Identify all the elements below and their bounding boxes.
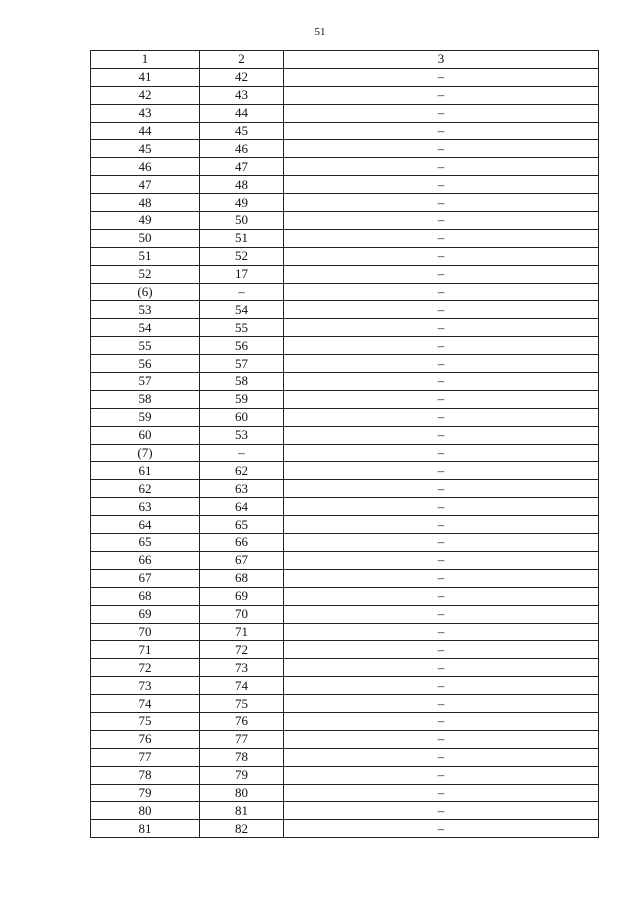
table-cell-col-2: 45 [200, 122, 284, 140]
table-cell-col-3: – [284, 498, 599, 516]
table-cell-col-2: 43 [200, 86, 284, 104]
table-cell-col-2: 57 [200, 355, 284, 373]
table-cell-col-3: – [284, 373, 599, 391]
table-cell-col-1: 75 [91, 712, 200, 730]
table-cell-col-3: – [284, 68, 599, 86]
table-cell-col-1: 67 [91, 569, 200, 587]
table-cell-col-1: 61 [91, 462, 200, 480]
table-cell-col-3: – [284, 677, 599, 695]
table-row [91, 802, 599, 820]
table-cell-col-3: – [284, 480, 599, 498]
table-cell-col-3: – [284, 748, 599, 766]
table-cell-col-2: 46 [200, 140, 284, 158]
table-cell-col-3: – [284, 86, 599, 104]
table-cell-col-1: 71 [91, 641, 200, 659]
table-row [91, 337, 599, 355]
table-cell-col-1: 62 [91, 480, 200, 498]
table-cell-col-2: 47 [200, 158, 284, 176]
table-cell-col-3: – [284, 319, 599, 337]
table-row [91, 748, 599, 766]
table-header [91, 51, 599, 69]
table-cell-col-2: 63 [200, 480, 284, 498]
table-cell-col-1: 64 [91, 516, 200, 534]
table-cell-col-2: 72 [200, 641, 284, 659]
table-cell-col-2: 51 [200, 229, 284, 247]
table-row [91, 158, 599, 176]
table-cell-col-1: 44 [91, 122, 200, 140]
table-cell-col-1: 51 [91, 247, 200, 265]
table-cell-col-3: – [284, 766, 599, 784]
column-header-3: 3 [284, 51, 599, 69]
table-cell-col-2: 60 [200, 408, 284, 426]
table-cell-col-1: 77 [91, 748, 200, 766]
table-row [91, 516, 599, 534]
table-cell-col-2: 67 [200, 551, 284, 569]
table-cell-col-1: 41 [91, 68, 200, 86]
table-cell-col-1: 72 [91, 659, 200, 677]
table-cell-col-1: 79 [91, 784, 200, 802]
table-cell-col-1: 54 [91, 319, 200, 337]
table-cell-col-1: 43 [91, 104, 200, 122]
page-number: 51 [314, 26, 326, 38]
table-row [91, 176, 599, 194]
table-cell-col-1: 52 [91, 265, 200, 283]
table-cell-col-1: 78 [91, 766, 200, 784]
table-cell-col-2: – [200, 283, 284, 301]
table-cell-col-2: 55 [200, 319, 284, 337]
header-row [91, 51, 599, 69]
table-row [91, 730, 599, 748]
table-cell-col-1: 73 [91, 677, 200, 695]
table-row [91, 712, 599, 730]
table-cell-col-2: 78 [200, 748, 284, 766]
table-cell-col-2: 77 [200, 730, 284, 748]
table-row [91, 122, 599, 140]
table-cell-col-3: – [284, 212, 599, 230]
table-row [91, 212, 599, 230]
table-cell-col-3: – [284, 283, 599, 301]
table-cell-col-3: – [284, 534, 599, 552]
table-cell-col-1: 81 [91, 820, 200, 838]
table-cell-col-3: – [284, 695, 599, 713]
table-cell-col-3: – [284, 712, 599, 730]
table-cell-col-2: 68 [200, 569, 284, 587]
table-cell-col-3: – [284, 265, 599, 283]
table-cell-col-2: – [200, 444, 284, 462]
table-cell-col-1: 60 [91, 426, 200, 444]
table-cell-col-3: – [284, 730, 599, 748]
table-cell-col-1: 70 [91, 623, 200, 641]
table-row [91, 820, 599, 838]
table-cell-col-2: 71 [200, 623, 284, 641]
table-cell-col-1: 48 [91, 194, 200, 212]
table-cell-col-3: – [284, 355, 599, 373]
table-cell-col-3: – [284, 337, 599, 355]
table-cell-col-3: – [284, 784, 599, 802]
table-row [91, 426, 599, 444]
table-cell-col-2: 59 [200, 390, 284, 408]
table-cell-col-2: 58 [200, 373, 284, 391]
table-cell-col-1: 50 [91, 229, 200, 247]
table-cell-col-3: – [284, 587, 599, 605]
table-cell-col-3: – [284, 301, 599, 319]
table-cell-col-2: 53 [200, 426, 284, 444]
table-cell-col-1: 76 [91, 730, 200, 748]
table-row [91, 247, 599, 265]
table-cell-col-3: – [284, 408, 599, 426]
table-cell-col-1: 74 [91, 695, 200, 713]
table-cell-col-2: 17 [200, 265, 284, 283]
table-cell-col-2: 42 [200, 68, 284, 86]
table-row [91, 784, 599, 802]
table-row [91, 390, 599, 408]
table-cell-col-1: 63 [91, 498, 200, 516]
table-cell-col-3: – [284, 623, 599, 641]
table-row [91, 229, 599, 247]
table-cell-col-2: 79 [200, 766, 284, 784]
table-cell-col-2: 62 [200, 462, 284, 480]
table-cell-col-2: 50 [200, 212, 284, 230]
column-header-2: 2 [200, 51, 284, 69]
table-cell-col-3: – [284, 820, 599, 838]
table-row [91, 301, 599, 319]
table-cell-col-1: 68 [91, 587, 200, 605]
table-cell-col-2: 81 [200, 802, 284, 820]
table-cell-col-1: 58 [91, 390, 200, 408]
table-cell-col-2: 65 [200, 516, 284, 534]
table-row [91, 677, 599, 695]
table-cell-col-1: 55 [91, 337, 200, 355]
table-cell-col-3: – [284, 802, 599, 820]
table-row [91, 641, 599, 659]
table-row [91, 104, 599, 122]
table-row [91, 480, 599, 498]
table-row [91, 605, 599, 623]
table-cell-col-3: – [284, 551, 599, 569]
table-row [91, 265, 599, 283]
table-cell-col-3: – [284, 641, 599, 659]
table-row [91, 194, 599, 212]
table-cell-col-2: 54 [200, 301, 284, 319]
table-cell-col-3: – [284, 516, 599, 534]
table-row [91, 551, 599, 569]
table-cell-col-3: – [284, 605, 599, 623]
table-cell-col-2: 64 [200, 498, 284, 516]
table-row [91, 373, 599, 391]
table-body [91, 68, 599, 837]
table-row [91, 498, 599, 516]
table-cell-col-3: – [284, 569, 599, 587]
table-row [91, 444, 599, 462]
table-row [91, 283, 599, 301]
table-cell-col-2: 44 [200, 104, 284, 122]
table-row [91, 355, 599, 373]
table-cell-col-1: 80 [91, 802, 200, 820]
table-cell-col-1: 49 [91, 212, 200, 230]
table-cell-col-2: 56 [200, 337, 284, 355]
table-cell-col-1: 45 [91, 140, 200, 158]
table-cell-col-1: 65 [91, 534, 200, 552]
table-cell-col-2: 76 [200, 712, 284, 730]
table-cell-col-2: 66 [200, 534, 284, 552]
table-row [91, 695, 599, 713]
table-cell-col-1: 56 [91, 355, 200, 373]
table-cell-col-3: – [284, 140, 599, 158]
table-cell-col-1: 66 [91, 551, 200, 569]
table-cell-col-3: – [284, 194, 599, 212]
table-cell-col-2: 80 [200, 784, 284, 802]
table-row [91, 86, 599, 104]
table-cell-col-3: – [284, 659, 599, 677]
table-cell-col-3: – [284, 104, 599, 122]
data-table [90, 50, 599, 838]
table-row [91, 68, 599, 86]
table-cell-col-1: 57 [91, 373, 200, 391]
table-cell-col-2: 75 [200, 695, 284, 713]
table-cell-col-3: – [284, 462, 599, 480]
table-row [91, 534, 599, 552]
table-cell-col-1: 53 [91, 301, 200, 319]
table-cell-col-2: 69 [200, 587, 284, 605]
table-cell-col-2: 73 [200, 659, 284, 677]
table-row [91, 462, 599, 480]
table-cell-col-2: 82 [200, 820, 284, 838]
table-row [91, 623, 599, 641]
table-cell-col-2: 70 [200, 605, 284, 623]
table-row [91, 140, 599, 158]
table-cell-col-1: (7) [91, 444, 200, 462]
table-cell-col-1: 46 [91, 158, 200, 176]
table-cell-col-1: 69 [91, 605, 200, 623]
table-row [91, 766, 599, 784]
table-cell-col-3: – [284, 158, 599, 176]
table-cell-col-2: 52 [200, 247, 284, 265]
table-row [91, 408, 599, 426]
table-row [91, 587, 599, 605]
table-cell-col-1: 42 [91, 86, 200, 104]
table-cell-col-2: 48 [200, 176, 284, 194]
table-cell-col-2: 74 [200, 677, 284, 695]
column-header-1: 1 [91, 51, 200, 69]
table-cell-col-3: – [284, 426, 599, 444]
table-cell-col-1: 47 [91, 176, 200, 194]
table-cell-col-3: – [284, 390, 599, 408]
table-cell-col-3: – [284, 122, 599, 140]
table-cell-col-2: 49 [200, 194, 284, 212]
table-cell-col-3: – [284, 229, 599, 247]
table-cell-col-3: – [284, 444, 599, 462]
table-cell-col-3: – [284, 247, 599, 265]
table-row [91, 569, 599, 587]
table-row [91, 659, 599, 677]
table-cell-col-1: 59 [91, 408, 200, 426]
table-row [91, 319, 599, 337]
table-cell-col-3: – [284, 176, 599, 194]
table-cell-col-1: (6) [91, 283, 200, 301]
